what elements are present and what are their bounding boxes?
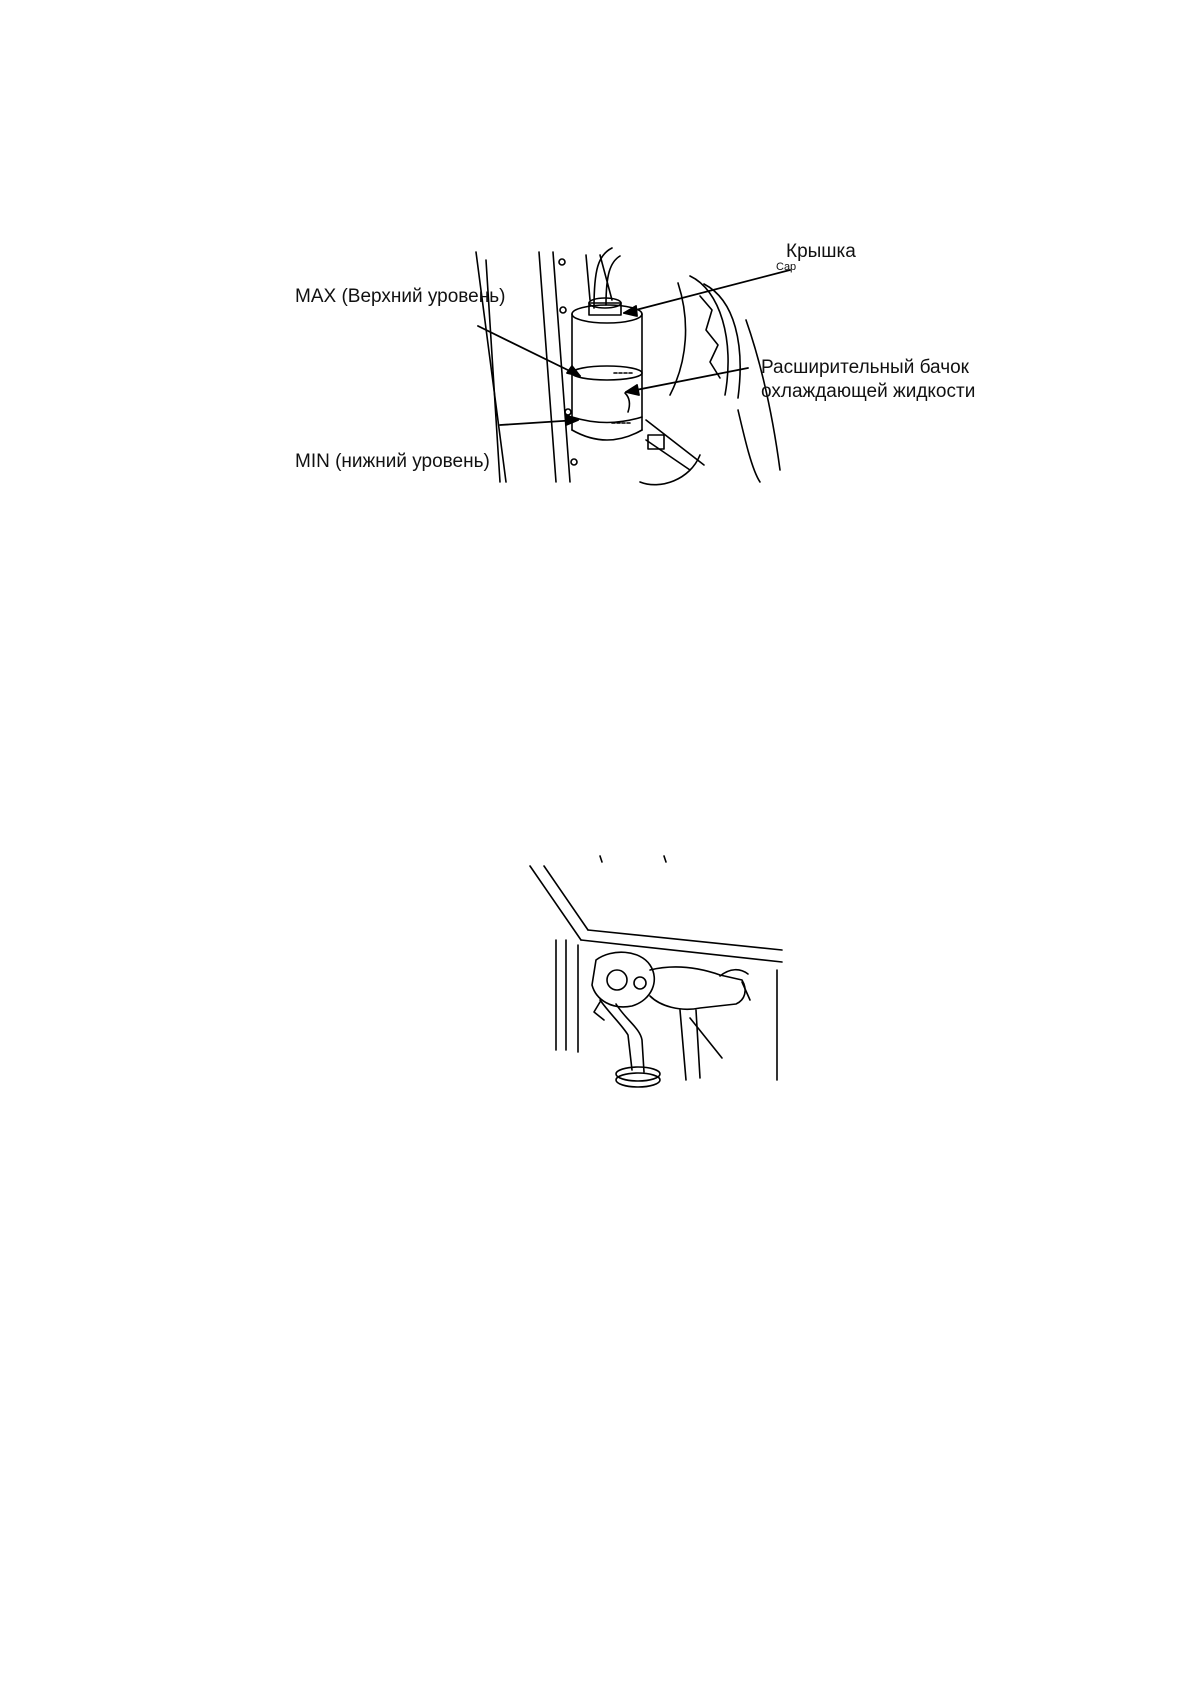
pedal-assembly [592, 952, 750, 1087]
pedal-mechanism-drawing [0, 800, 1191, 1120]
pedal-mechanism-figure [0, 800, 1191, 1120]
cap-label-english: Cap [776, 261, 797, 273]
tank-label-line2: охлаждающей жидкости [761, 381, 976, 402]
tank-label-line1: Расширительный бачок [761, 357, 969, 378]
coolant-tank-drawing [0, 0, 1191, 500]
mount-bracket [640, 420, 704, 485]
cap-label: Крышка [786, 241, 856, 262]
max-level-label: MAX (Верхний уровень) [295, 286, 506, 307]
tank-body [572, 298, 642, 440]
coolant-tank-figure [0, 0, 1191, 500]
leader-lines [478, 270, 790, 425]
min-level-label: MIN (нижний уровень) [295, 451, 490, 472]
